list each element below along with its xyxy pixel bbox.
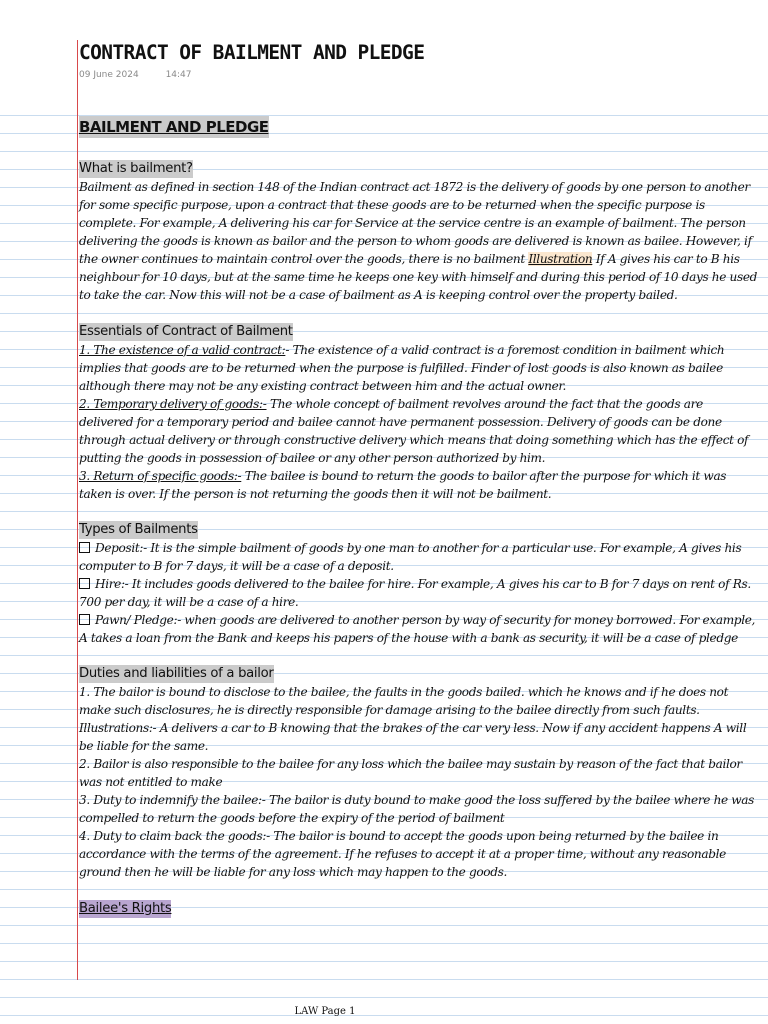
illustration-body: If A gives his car to B his neighbour for 10 days, but at the same time he keeps one key with himself and during this period of 10 days he used to take the car. Now this will not be a case of bailment as A is keeping control over the property bailed.	[79, 252, 758, 302]
duty-item: 3. Duty to indemnify the bailee:- The bailor is duty bound to make good the loss suffered by the bailee where he was compelled to return the goods before the expiry of the period of bailment	[79, 793, 755, 825]
page-meta	[79, 70, 216, 80]
type-text: Deposit:- It is the simple bailment of goods by one man to another for a particular use. For example, A gives his computer to B for 7 days, it will be a case of a deposit.	[79, 541, 742, 573]
page-title[interactable]: CONTRACT OF BAILMENT AND PLEDGE	[79, 41, 425, 64]
margin-line	[77, 40, 78, 980]
what-body: Bailment as defined in section 148 of the Indian contract act 1872 is the delivery of goods by one person to another for some specific purpose, upon a contract that these goods are to be returned when the specific purpose is complete. For example, A delivering his car for Service at the service centre is an example of bailment. The person delivering the goods is known as bailor and the person to whom goods are delivered is known as bailee. However, if the owner continues to maintain control over the goods, there is no bailment	[79, 180, 752, 266]
note-content[interactable]	[79, 116, 759, 918]
main-heading: BAILMENT AND PLEDGE	[79, 118, 269, 136]
type-item	[79, 575, 759, 611]
essential-label: 1. The existence of a valid contract:	[79, 343, 286, 357]
essential-item	[79, 395, 759, 467]
type-item	[79, 539, 759, 575]
duty-item: 2. Bailor is also responsible to the bailee for any loss which the bailee may sustain by reason of the fact that bailor was not entitled to make	[79, 757, 742, 789]
duty-item: 1. The bailor is bound to disclose to the bailee, the faults in the goods bailed. which he knows and if he does not make such disclosures, he is directly responsible for damage arising to the bailee directly from such faults. Illustrations:- A delivers a car to B knowing that the brakes of the car very less. Now if any accident happens A will be liable for the same.	[79, 685, 747, 753]
essential-body: - The existence of a valid contract is a foremost condition in bailment which implies that goods are to be returned when the purpose is fulfilled. Finder of lost goods is also known as bailee although there may not be any existing contract between him and the actual owner.	[79, 343, 725, 393]
essential-body: The bailee is bound to return the goods to bailor after the purpose for which it was taken is over. If the person is not returning the goods then it will not be bailment.	[79, 469, 727, 501]
essential-item	[79, 341, 759, 395]
duty-item: 4. Duty to claim back the goods:- The bailor is bound to accept the goods upon being returned by the bailee in accordance with the terms of the agreement. If he refuses to accept it at a proper time, without any reasonable ground then he will be liable for any loss which may happen to the goods.	[79, 829, 726, 879]
section-heading-essentials: Essentials of Contract of Bailment	[79, 324, 293, 339]
checkbox-icon[interactable]	[79, 542, 90, 553]
checkbox-icon[interactable]	[79, 614, 90, 625]
paragraph-what	[79, 178, 759, 304]
type-text: Pawn/ Pledge:- when goods are delivered to another person by way of security for money borrowed. For example, A takes a loan from the Bank and keeps his papers of the house with a bank as security, it will be a case of pledge	[79, 613, 756, 645]
section-heading-rights: Bailee's Rights	[79, 901, 172, 916]
essential-item	[79, 467, 759, 503]
page-time: 14:47	[165, 70, 192, 80]
page-footer: LAW Page 1	[294, 1006, 356, 1017]
section-heading-duties: Duties and liabilities of a bailor	[79, 666, 274, 681]
checkbox-icon[interactable]	[79, 578, 90, 589]
essential-body: The whole concept of bailment revolves around the fact that the goods are delivered for a temporary period and bailee cannot have permanent possession. Delivery of goods can be done through actual delivery or through constructive delivery which means that doing something which has the effect of putting the goods in possession of bailee or any other person authorized by him.	[79, 397, 749, 465]
section-heading-types: Types of Bailments	[79, 522, 198, 537]
section-heading-what: What is bailment?	[79, 161, 193, 176]
type-item	[79, 611, 759, 647]
essential-label: 2. Temporary delivery of goods:-	[79, 397, 267, 411]
page-date: 09 June 2024	[79, 70, 139, 80]
type-text: Hire:- It includes goods delivered to the bailee for hire. For example, A gives his car to B for 7 days on rent of Rs. 700 per day, it will be a case of a hire.	[79, 577, 751, 609]
illustration-label: Illustration	[528, 252, 593, 266]
essential-label: 3. Return of specific goods:-	[79, 469, 242, 483]
